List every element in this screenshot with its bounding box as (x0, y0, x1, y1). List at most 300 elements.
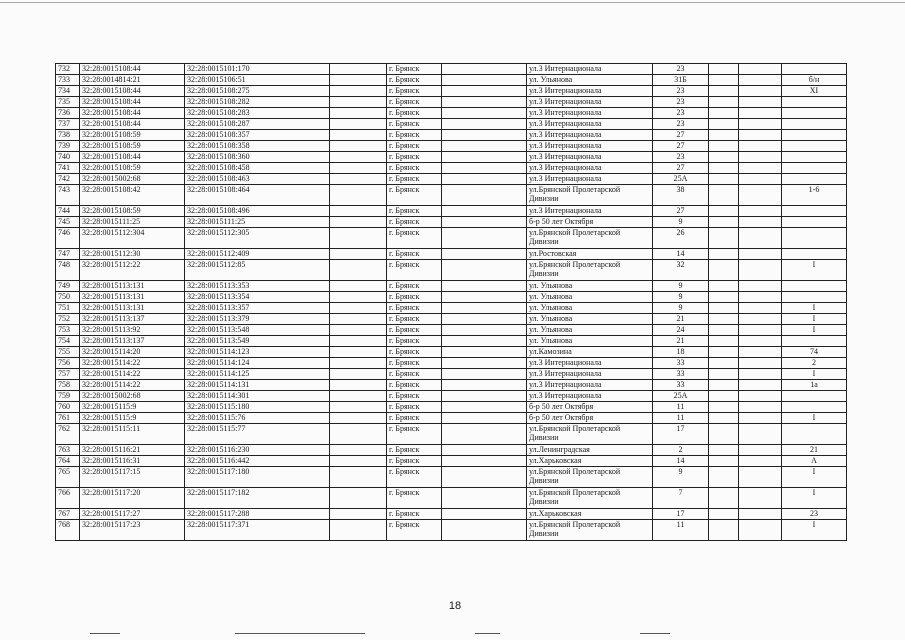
city-cell: г. Брянск (387, 228, 442, 249)
street-cell: ул.3 Интернационала (527, 380, 653, 391)
bottom-rule (235, 633, 365, 634)
blank-col-9-cell (709, 260, 739, 281)
house-number-cell: 9 (653, 467, 709, 488)
parcel-cadastral-number-cell: 32:28:0015108:59 (80, 206, 185, 217)
object-cadastral-number-cell: 32:28:0015116:442 (185, 456, 330, 467)
street-cell: ул.3 Интернационала (527, 358, 653, 369)
parcel-cadastral-number-cell: 32:28:0015114:22 (80, 380, 185, 391)
house-number-cell: 31Б (653, 75, 709, 86)
blank-col-10-cell (739, 163, 782, 174)
blank-col-4-cell (330, 424, 387, 445)
premises-number-cell (782, 249, 847, 260)
premises-number-cell (782, 119, 847, 130)
city-cell: г. Брянск (387, 520, 442, 541)
city-cell: г. Брянск (387, 206, 442, 217)
blank-col-10-cell (739, 217, 782, 228)
parcel-cadastral-number-cell: 32:28:0015113:92 (80, 325, 185, 336)
house-number-cell: 27 (653, 130, 709, 141)
blank-col-9-cell (709, 206, 739, 217)
parcel-cadastral-number-cell: 32:28:0015002:68 (80, 174, 185, 185)
blank-col-10-cell (739, 64, 782, 75)
object-cadastral-number-cell: 32:28:0015108:358 (185, 141, 330, 152)
table-row (56, 185, 847, 206)
object-cadastral-number-cell: 32:28:0015113:549 (185, 336, 330, 347)
table-row (56, 456, 847, 467)
row-number-cell: 757 (56, 369, 80, 380)
row-number-cell: 766 (56, 488, 80, 509)
house-number-cell: 14 (653, 456, 709, 467)
blank-col-4-cell (330, 249, 387, 260)
parcel-cadastral-number-cell: 32:28:0015113:131 (80, 303, 185, 314)
premises-number-cell: I (782, 467, 847, 488)
premises-number-cell: I (782, 520, 847, 541)
city-cell: г. Брянск (387, 488, 442, 509)
blank-col-6-cell (442, 369, 527, 380)
blank-col-10-cell (739, 347, 782, 358)
blank-col-10-cell (739, 402, 782, 413)
parcel-cadastral-number-cell: 32:28:0015115:9 (80, 402, 185, 413)
object-cadastral-number-cell: 32:28:0015101:170 (185, 64, 330, 75)
object-cadastral-number-cell: 32:28:0015113:354 (185, 292, 330, 303)
table-row (56, 108, 847, 119)
object-cadastral-number-cell: 32:28:0015113:357 (185, 303, 330, 314)
blank-col-4-cell (330, 391, 387, 402)
street-cell: ул. Ульянова (527, 325, 653, 336)
blank-col-10-cell (739, 413, 782, 424)
blank-col-9-cell (709, 64, 739, 75)
blank-col-9-cell (709, 488, 739, 509)
blank-col-10-cell (739, 456, 782, 467)
blank-col-9-cell (709, 314, 739, 325)
street-cell: ул.3 Интернационала (527, 97, 653, 108)
blank-col-4-cell (330, 488, 387, 509)
blank-col-9-cell (709, 228, 739, 249)
blank-col-9-cell (709, 424, 739, 445)
table-row (56, 445, 847, 456)
parcel-cadastral-number-cell: 32:28:0015108:44 (80, 108, 185, 119)
blank-col-4-cell (330, 509, 387, 520)
table-row (56, 413, 847, 424)
blank-col-9-cell (709, 130, 739, 141)
row-number-cell: 739 (56, 141, 80, 152)
street-cell: ул.3 Интернационала (527, 108, 653, 119)
parcel-cadastral-number-cell: 32:28:0015117:23 (80, 520, 185, 541)
blank-col-9-cell (709, 163, 739, 174)
blank-col-10-cell (739, 249, 782, 260)
row-number-cell: 748 (56, 260, 80, 281)
blank-col-9-cell (709, 413, 739, 424)
blank-col-10-cell (739, 281, 782, 292)
blank-col-10-cell (739, 445, 782, 456)
blank-col-6-cell (442, 424, 527, 445)
city-cell: г. Брянск (387, 325, 442, 336)
house-number-cell: 38 (653, 185, 709, 206)
street-cell: ул.3 Интернационала (527, 152, 653, 163)
blank-col-6-cell (442, 314, 527, 325)
blank-col-10-cell (739, 152, 782, 163)
object-cadastral-number-cell: 32:28:0015108:275 (185, 86, 330, 97)
bottom-rule (90, 633, 120, 634)
city-cell: г. Брянск (387, 86, 442, 97)
parcel-cadastral-number-cell: 32:28:0015112:30 (80, 249, 185, 260)
table-row (56, 314, 847, 325)
blank-col-10-cell (739, 108, 782, 119)
blank-col-9-cell (709, 358, 739, 369)
blank-col-9-cell (709, 509, 739, 520)
parcel-cadastral-number-cell: 32:28:0015002:68 (80, 391, 185, 402)
object-cadastral-number-cell: 32:28:0015112:305 (185, 228, 330, 249)
blank-col-4-cell (330, 130, 387, 141)
parcel-cadastral-number-cell: 32:28:0015117:15 (80, 467, 185, 488)
premises-number-cell (782, 97, 847, 108)
object-cadastral-number-cell: 32:28:0015108:357 (185, 130, 330, 141)
blank-col-10-cell (739, 488, 782, 509)
blank-col-6-cell (442, 86, 527, 97)
blank-col-10-cell (739, 336, 782, 347)
blank-col-9-cell (709, 75, 739, 86)
object-cadastral-number-cell: 32:28:0015111:25 (185, 217, 330, 228)
blank-col-10-cell (739, 424, 782, 445)
row-number-cell: 752 (56, 314, 80, 325)
premises-number-cell (782, 163, 847, 174)
parcel-cadastral-number-cell: 32:28:0015113:137 (80, 336, 185, 347)
parcel-cadastral-number-cell: 32:28:0015112:304 (80, 228, 185, 249)
blank-col-4-cell (330, 336, 387, 347)
blank-col-6-cell (442, 108, 527, 119)
blank-col-10-cell (739, 130, 782, 141)
premises-number-cell: 1а (782, 380, 847, 391)
blank-col-4-cell (330, 152, 387, 163)
premises-number-cell (782, 391, 847, 402)
blank-col-9-cell (709, 520, 739, 541)
object-cadastral-number-cell: 32:28:0015114:125 (185, 369, 330, 380)
blank-col-10-cell (739, 97, 782, 108)
parcel-cadastral-number-cell: 32:28:0015116:31 (80, 456, 185, 467)
blank-col-10-cell (739, 314, 782, 325)
city-cell: г. Брянск (387, 163, 442, 174)
blank-col-4-cell (330, 206, 387, 217)
premises-number-cell: I (782, 260, 847, 281)
street-cell: ул.3 Интернационала (527, 141, 653, 152)
object-cadastral-number-cell: 32:28:0015108:287 (185, 119, 330, 130)
house-number-cell: 33 (653, 369, 709, 380)
city-cell: г. Брянск (387, 185, 442, 206)
street-cell: б-р 50 лет Октября (527, 413, 653, 424)
street-cell: ул.Брянской Пролетарской Дивизии (527, 467, 653, 488)
blank-col-4-cell (330, 228, 387, 249)
street-cell: ул.3 Интернационала (527, 391, 653, 402)
row-number-cell: 746 (56, 228, 80, 249)
row-number-cell: 740 (56, 152, 80, 163)
blank-col-4-cell (330, 456, 387, 467)
premises-number-cell (782, 141, 847, 152)
blank-col-6-cell (442, 520, 527, 541)
table-row (56, 130, 847, 141)
object-cadastral-number-cell: 32:28:0015113:353 (185, 281, 330, 292)
row-number-cell: 768 (56, 520, 80, 541)
house-number-cell: 23 (653, 97, 709, 108)
blank-col-9-cell (709, 445, 739, 456)
table-row (56, 260, 847, 281)
row-number-cell: 756 (56, 358, 80, 369)
object-cadastral-number-cell: 32:28:0015114:131 (185, 380, 330, 391)
blank-col-6-cell (442, 152, 527, 163)
city-cell: г. Брянск (387, 336, 442, 347)
blank-col-9-cell (709, 402, 739, 413)
table-row (56, 325, 847, 336)
blank-col-10-cell (739, 369, 782, 380)
blank-col-6-cell (442, 174, 527, 185)
blank-col-10-cell (739, 86, 782, 97)
blank-col-10-cell (739, 303, 782, 314)
object-cadastral-number-cell: 32:28:0015114:301 (185, 391, 330, 402)
premises-number-cell (782, 174, 847, 185)
object-cadastral-number-cell: 32:28:0015112:409 (185, 249, 330, 260)
blank-col-9-cell (709, 456, 739, 467)
city-cell: г. Брянск (387, 509, 442, 520)
blank-col-6-cell (442, 325, 527, 336)
object-cadastral-number-cell: 32:28:0015112:85 (185, 260, 330, 281)
row-number-cell: 761 (56, 413, 80, 424)
blank-col-6-cell (442, 97, 527, 108)
city-cell: г. Брянск (387, 75, 442, 86)
parcel-cadastral-number-cell: 32:28:0015117:20 (80, 488, 185, 509)
object-cadastral-number-cell: 32:28:0015117:288 (185, 509, 330, 520)
blank-col-10-cell (739, 228, 782, 249)
blank-col-6-cell (442, 509, 527, 520)
parcel-cadastral-number-cell: 32:28:0015108:44 (80, 152, 185, 163)
blank-col-9-cell (709, 174, 739, 185)
row-number-cell: 751 (56, 303, 80, 314)
blank-col-4-cell (330, 163, 387, 174)
table-row (56, 424, 847, 445)
blank-col-6-cell (442, 347, 527, 358)
blank-col-4-cell (330, 260, 387, 281)
object-cadastral-number-cell: 32:28:0015116:230 (185, 445, 330, 456)
row-number-cell: 736 (56, 108, 80, 119)
row-number-cell: 742 (56, 174, 80, 185)
house-number-cell: 23 (653, 119, 709, 130)
blank-col-9-cell (709, 292, 739, 303)
parcel-cadastral-number-cell: 32:28:0015117:27 (80, 509, 185, 520)
premises-number-cell: 74 (782, 347, 847, 358)
street-cell: ул. Ульянова (527, 314, 653, 325)
row-number-cell: 738 (56, 130, 80, 141)
street-cell: ул.Брянской Пролетарской Дивизии (527, 424, 653, 445)
premises-number-cell (782, 108, 847, 119)
street-cell: ул.Брянской Пролетарской Дивизии (527, 260, 653, 281)
city-cell: г. Брянск (387, 402, 442, 413)
street-cell: б-р 50 лет Октября (527, 217, 653, 228)
parcel-cadastral-number-cell: 32:28:0015108:59 (80, 163, 185, 174)
blank-col-6-cell (442, 358, 527, 369)
blank-col-6-cell (442, 206, 527, 217)
house-number-cell: 9 (653, 217, 709, 228)
blank-col-9-cell (709, 347, 739, 358)
blank-col-4-cell (330, 314, 387, 325)
house-number-cell: 26 (653, 228, 709, 249)
blank-col-9-cell (709, 97, 739, 108)
house-number-cell: 21 (653, 336, 709, 347)
premises-number-cell (782, 206, 847, 217)
row-number-cell: 755 (56, 347, 80, 358)
object-cadastral-number-cell: 32:28:0015108:458 (185, 163, 330, 174)
table-row (56, 152, 847, 163)
blank-col-9-cell (709, 141, 739, 152)
street-cell: ул.3 Интернационала (527, 64, 653, 75)
house-number-cell: 27 (653, 141, 709, 152)
row-number-cell: 744 (56, 206, 80, 217)
table-row (56, 217, 847, 228)
street-cell: ул.3 Интернационала (527, 130, 653, 141)
blank-col-4-cell (330, 303, 387, 314)
house-number-cell: 21 (653, 314, 709, 325)
blank-col-10-cell (739, 520, 782, 541)
blank-col-6-cell (442, 141, 527, 152)
premises-number-cell (782, 217, 847, 228)
street-cell: ул. Ульянова (527, 281, 653, 292)
blank-col-9-cell (709, 108, 739, 119)
premises-number-cell: I (782, 314, 847, 325)
street-cell: ул. Ульянова (527, 303, 653, 314)
table-row (56, 520, 847, 541)
table-row (56, 75, 847, 86)
blank-col-10-cell (739, 206, 782, 217)
street-cell: ул.3 Интернационала (527, 369, 653, 380)
object-cadastral-number-cell: 32:28:0015117:182 (185, 488, 330, 509)
city-cell: г. Брянск (387, 141, 442, 152)
parcel-cadastral-number-cell: 32:28:0015108:44 (80, 119, 185, 130)
blank-col-9-cell (709, 152, 739, 163)
premises-number-cell: I (782, 325, 847, 336)
object-cadastral-number-cell: 32:28:0015108:282 (185, 97, 330, 108)
premises-number-cell: 2 (782, 358, 847, 369)
blank-col-4-cell (330, 119, 387, 130)
parcel-cadastral-number-cell: 32:28:0015116:21 (80, 445, 185, 456)
object-cadastral-number-cell: 32:28:0015115:77 (185, 424, 330, 445)
row-number-cell: 741 (56, 163, 80, 174)
blank-col-4-cell (330, 445, 387, 456)
blank-col-6-cell (442, 119, 527, 130)
house-number-cell: 23 (653, 86, 709, 97)
city-cell: г. Брянск (387, 369, 442, 380)
object-cadastral-number-cell: 32:28:0015108:464 (185, 185, 330, 206)
blank-col-4-cell (330, 369, 387, 380)
bottom-rule (475, 633, 500, 634)
top-page-edge (0, 2, 905, 3)
blank-col-9-cell (709, 249, 739, 260)
blank-col-6-cell (442, 303, 527, 314)
premises-number-cell (782, 424, 847, 445)
house-number-cell: 14 (653, 249, 709, 260)
blank-col-9-cell (709, 217, 739, 228)
city-cell: г. Брянск (387, 424, 442, 445)
row-number-cell: 767 (56, 509, 80, 520)
blank-col-9-cell (709, 380, 739, 391)
object-cadastral-number-cell: 32:28:0015115:76 (185, 413, 330, 424)
city-cell: г. Брянск (387, 97, 442, 108)
table-row (56, 97, 847, 108)
table-row (56, 369, 847, 380)
blank-col-6-cell (442, 228, 527, 249)
blank-col-9-cell (709, 391, 739, 402)
street-cell: ул.3 Интернационала (527, 163, 653, 174)
premises-number-cell (782, 130, 847, 141)
blank-col-6-cell (442, 413, 527, 424)
bottom-rule (640, 633, 670, 634)
blank-col-10-cell (739, 509, 782, 520)
row-number-cell: 747 (56, 249, 80, 260)
parcel-cadastral-number-cell: 32:28:0015114:22 (80, 358, 185, 369)
blank-col-6-cell (442, 336, 527, 347)
blank-col-4-cell (330, 281, 387, 292)
blank-col-4-cell (330, 108, 387, 119)
city-cell: г. Брянск (387, 281, 442, 292)
blank-col-4-cell (330, 292, 387, 303)
blank-col-9-cell (709, 467, 739, 488)
city-cell: г. Брянск (387, 64, 442, 75)
blank-col-4-cell (330, 358, 387, 369)
parcel-cadastral-number-cell: 32:28:0015108:59 (80, 141, 185, 152)
street-cell: ул.Камозина (527, 347, 653, 358)
premises-number-cell: I (782, 488, 847, 509)
street-cell: ул.Брянской Пролетарской Дивизии (527, 488, 653, 509)
blank-col-6-cell (442, 281, 527, 292)
blank-col-9-cell (709, 281, 739, 292)
house-number-cell: 24 (653, 325, 709, 336)
premises-number-cell: А (782, 456, 847, 467)
blank-col-4-cell (330, 413, 387, 424)
city-cell: г. Брянск (387, 380, 442, 391)
blank-col-9-cell (709, 86, 739, 97)
blank-col-4-cell (330, 402, 387, 413)
street-cell: ул. Ульянова (527, 292, 653, 303)
city-cell: г. Брянск (387, 217, 442, 228)
house-number-cell: 33 (653, 380, 709, 391)
blank-col-10-cell (739, 75, 782, 86)
house-number-cell: 11 (653, 402, 709, 413)
street-cell: ул.Брянской Пролетарской Дивизии (527, 520, 653, 541)
table-row (56, 347, 847, 358)
blank-col-4-cell (330, 174, 387, 185)
blank-col-9-cell (709, 336, 739, 347)
premises-number-cell (782, 228, 847, 249)
blank-col-6-cell (442, 185, 527, 206)
city-cell: г. Брянск (387, 249, 442, 260)
table-row (56, 206, 847, 217)
parcel-cadastral-number-cell: 32:28:0015115:9 (80, 413, 185, 424)
table-row (56, 119, 847, 130)
parcel-cadastral-number-cell: 32:28:0015115:11 (80, 424, 185, 445)
object-cadastral-number-cell: 32:28:0015108:496 (185, 206, 330, 217)
house-number-cell: 2 (653, 445, 709, 456)
row-number-cell: 759 (56, 391, 80, 402)
premises-number-cell (782, 336, 847, 347)
blank-col-4-cell (330, 141, 387, 152)
blank-col-10-cell (739, 174, 782, 185)
street-cell: ул.Брянской Пролетарской Дивизии (527, 185, 653, 206)
premises-number-cell: I (782, 369, 847, 380)
blank-col-6-cell (442, 217, 527, 228)
parcel-cadastral-number-cell: 32:28:0015114:20 (80, 347, 185, 358)
table-row (56, 467, 847, 488)
blank-col-6-cell (442, 445, 527, 456)
street-cell: ул.3 Интернационала (527, 86, 653, 97)
object-cadastral-number-cell: 32:28:0015108:463 (185, 174, 330, 185)
house-number-cell: 23 (653, 108, 709, 119)
premises-number-cell (782, 292, 847, 303)
premises-number-cell: I (782, 413, 847, 424)
